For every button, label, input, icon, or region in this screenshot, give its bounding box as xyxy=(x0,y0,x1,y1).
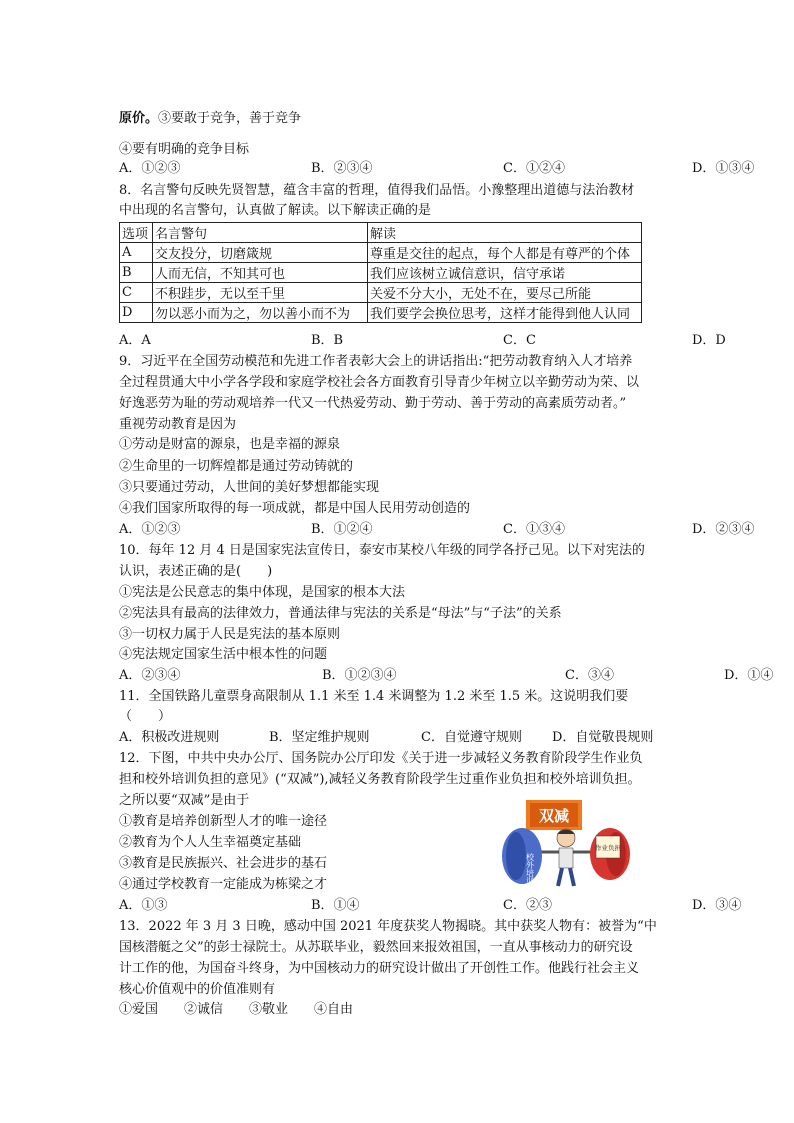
q12-option-b: B．①④ xyxy=(311,898,360,913)
table-cell: 我们要学会换位思考，这样才能得到他人认同 xyxy=(368,303,642,323)
q8-option-a: A．A xyxy=(119,333,151,348)
q11-stem-line-2: （ ） xyxy=(119,709,172,724)
q7-item-3-line xyxy=(119,110,301,127)
q10-stem-line-1: 10．每年 12 月 4 日是国家宪法宣传日，泰安市某校八年级的同学各抒己见。以下对宪法的 xyxy=(119,543,645,558)
header-interpretation: 解读 xyxy=(368,223,642,243)
q13-stem-line-3: 计工作的他，为国奋斗终身，为中国核动力的研究设计做出了开创性工作。他践行社会主义 xyxy=(119,961,640,976)
q11-option-b: B．坚定维护规则 xyxy=(269,730,370,745)
table-cell: A xyxy=(120,243,153,263)
q10-option-a: A．②③④ xyxy=(119,668,181,683)
q9-option-a: A．①②③ xyxy=(119,522,181,537)
q8-option-c: C．C xyxy=(503,333,536,348)
q9-stem-line-1: 9．习近平在全国劳动模范和先进工作者表彰大会上的讲话指出:“把劳动教育纳入人才培养 xyxy=(119,354,633,369)
q7-option-c: C．①②④ xyxy=(503,161,565,176)
q11-option-a: A．积极改进规则 xyxy=(119,730,220,745)
student-right-leg xyxy=(570,868,574,886)
q10-stem-line-2: 认识，表述正确的是( ) xyxy=(119,564,273,579)
q10-option-b: B．①②③④ xyxy=(322,668,397,683)
table-row xyxy=(120,283,642,303)
q8-stem-line-2: 中出现的名言警句，认真做了解读。以下解读正确的是 xyxy=(119,203,432,218)
table-cell: 不积跬步，无以至千里 xyxy=(153,283,368,303)
table-cell: D xyxy=(120,303,153,323)
q12-stem-line-1: 12．下图，中共中央办公厅、国务院办公厅印发《关于进一步减轻义务教育阶段学生作业负 xyxy=(119,751,643,766)
q12-option-c: C．②③ xyxy=(503,898,552,913)
q12-option-a: A．①③ xyxy=(119,898,168,913)
header-quote: 名言警句 xyxy=(153,223,368,243)
table-cell: 人而无信，不知其可也 xyxy=(153,263,368,283)
student-body xyxy=(559,848,573,868)
double-reduction-illustration xyxy=(496,798,636,893)
q7-option-b: B．②③④ xyxy=(311,161,373,176)
q12-item-4: ④通过学校教育一定能成为栋梁之才 xyxy=(119,877,328,892)
table-row xyxy=(120,263,642,283)
student-left-leg xyxy=(558,868,562,886)
right-weight-label: 作业负担 xyxy=(595,844,621,852)
q7-option-d: D．①③④ xyxy=(692,161,755,176)
q8-table xyxy=(119,222,642,323)
q9-option-b: B．①②④ xyxy=(311,522,373,537)
q7-item-4: ④要有明确的竞争目标 xyxy=(119,142,250,157)
q13-stem-line-2: 国核潜艇之父”的彭士禄院士。从苏联毕业，毅然回来报效祖国，一直从事核动力的研究设 xyxy=(119,940,633,955)
q12-stem-line-2: 担和校外培训负担的意见》(“双减”),减轻义务教育阶段学生过重作业负担和校外培训负担。 xyxy=(119,772,641,787)
q8-option-b: B．B xyxy=(311,333,344,348)
student-hair xyxy=(557,830,575,835)
q9-item-2: ②生命里的一切辉煌都是通过劳动铸就的 xyxy=(119,459,354,474)
q9-stem-line-4: 重视劳动教育是因为 xyxy=(119,417,237,432)
table-cell: 交友投分，切磨箴规 xyxy=(153,243,368,263)
q12-item-1: ①教育是培养创新型人才的唯一途径 xyxy=(119,814,328,829)
sign-text: 双减 xyxy=(538,807,570,825)
q9-item-3: ③只要通过劳动，人世间的美好梦想都能实现 xyxy=(119,480,380,495)
q9-stem-line-2: 全过程贯通大中小学各学段和家庭学校社会各方面教育引导青少年树立以辛勤劳动为荣、以 xyxy=(119,375,640,390)
intro-bold: 原价。 xyxy=(119,111,159,126)
q8-stem-line-1: 8．名言警句反映先贤智慧，蕴含丰富的哲理，值得我们品悟。小豫整理出道德与法治教材 xyxy=(119,183,635,198)
q11-option-c: C．自觉遵守规则 xyxy=(421,730,522,745)
q10-item-3: ③一切权力属于人民是宪法的基本原则 xyxy=(119,627,341,642)
q13-items: ①爱国 ②诚信 ③敬业 ④自由 xyxy=(119,1002,354,1017)
table-cell: 勿以恶小而为之，勿以善小而不为 xyxy=(153,303,368,323)
q12-stem-line-3: 之所以要“双减”是由于 xyxy=(119,793,250,808)
table-header-row xyxy=(120,223,642,243)
q12-item-2: ②教育为个人人生幸福奠定基础 xyxy=(119,835,302,850)
table-row xyxy=(120,303,642,323)
q13-stem-line-1: 13．2022 年 3 月 3 日晚，感动中国 2021 年度获奖人物揭晓。其中获奖人物有：被誉为“中 xyxy=(119,919,657,934)
q10-item-1: ①宪法是公民意志的集中体现，是国家的根本大法 xyxy=(119,585,406,600)
q11-option-d: D．自觉敬畏规则 xyxy=(552,730,654,745)
q9-option-c: C．①③④ xyxy=(503,522,565,537)
table-row xyxy=(120,243,642,263)
table-cell: 关爱不分大小，无处不在，要尽己所能 xyxy=(368,283,642,303)
q10-item-2: ②宪法具有最高的法律效力，普通法律与宪法的关系是“母法”与“子法”的关系 xyxy=(119,606,562,621)
q12-option-d: D．③④ xyxy=(692,898,742,913)
q13-stem-line-4: 核心价值观中的价值准则有 xyxy=(119,982,276,997)
intro-rest: ③要敢于竞争，善于竞争 xyxy=(158,111,302,126)
q10-option-d: D．①④ xyxy=(724,668,774,683)
q8-option-d: D．D xyxy=(692,333,726,348)
q10-item-4: ④宪法规定国家生活中根本性的问题 xyxy=(119,647,328,662)
header-option: 选项 xyxy=(120,223,153,243)
q9-option-d: D．②③④ xyxy=(692,522,755,537)
left-weight-face xyxy=(506,832,526,880)
q9-stem-line-3: 好逸恶劳为耻的劳动观培养一代又一代热爱劳动、勤于劳动、善于劳动的高素质劳动者。” xyxy=(119,396,627,411)
q10-option-c: C．③④ xyxy=(565,668,614,683)
q9-item-1: ①劳动是财富的源泉，也是幸福的源泉 xyxy=(119,437,341,452)
q11-stem-line-1: 11．全国铁路儿童票身高限制从 1.1 米至 1.4 米调整为 1.2 米至 1.5 米。这说明我们要 xyxy=(119,689,629,704)
q9-item-4: ④我们国家所取得的每一项成就，都是中国人民用劳动创造的 xyxy=(119,501,471,516)
table-cell: 尊重是交往的起点，每个人都是有尊严的个体 xyxy=(368,243,642,263)
q7-option-a: A．①②③ xyxy=(119,161,181,176)
table-cell: B xyxy=(120,263,153,283)
table-cell: C xyxy=(120,283,153,303)
q12-item-3: ③教育是民族振兴、社会进步的基石 xyxy=(119,856,328,871)
table-cell: 我们应该树立诚信意识，信守承诺 xyxy=(368,263,642,283)
left-weight-label: 校外培训 xyxy=(525,853,535,885)
